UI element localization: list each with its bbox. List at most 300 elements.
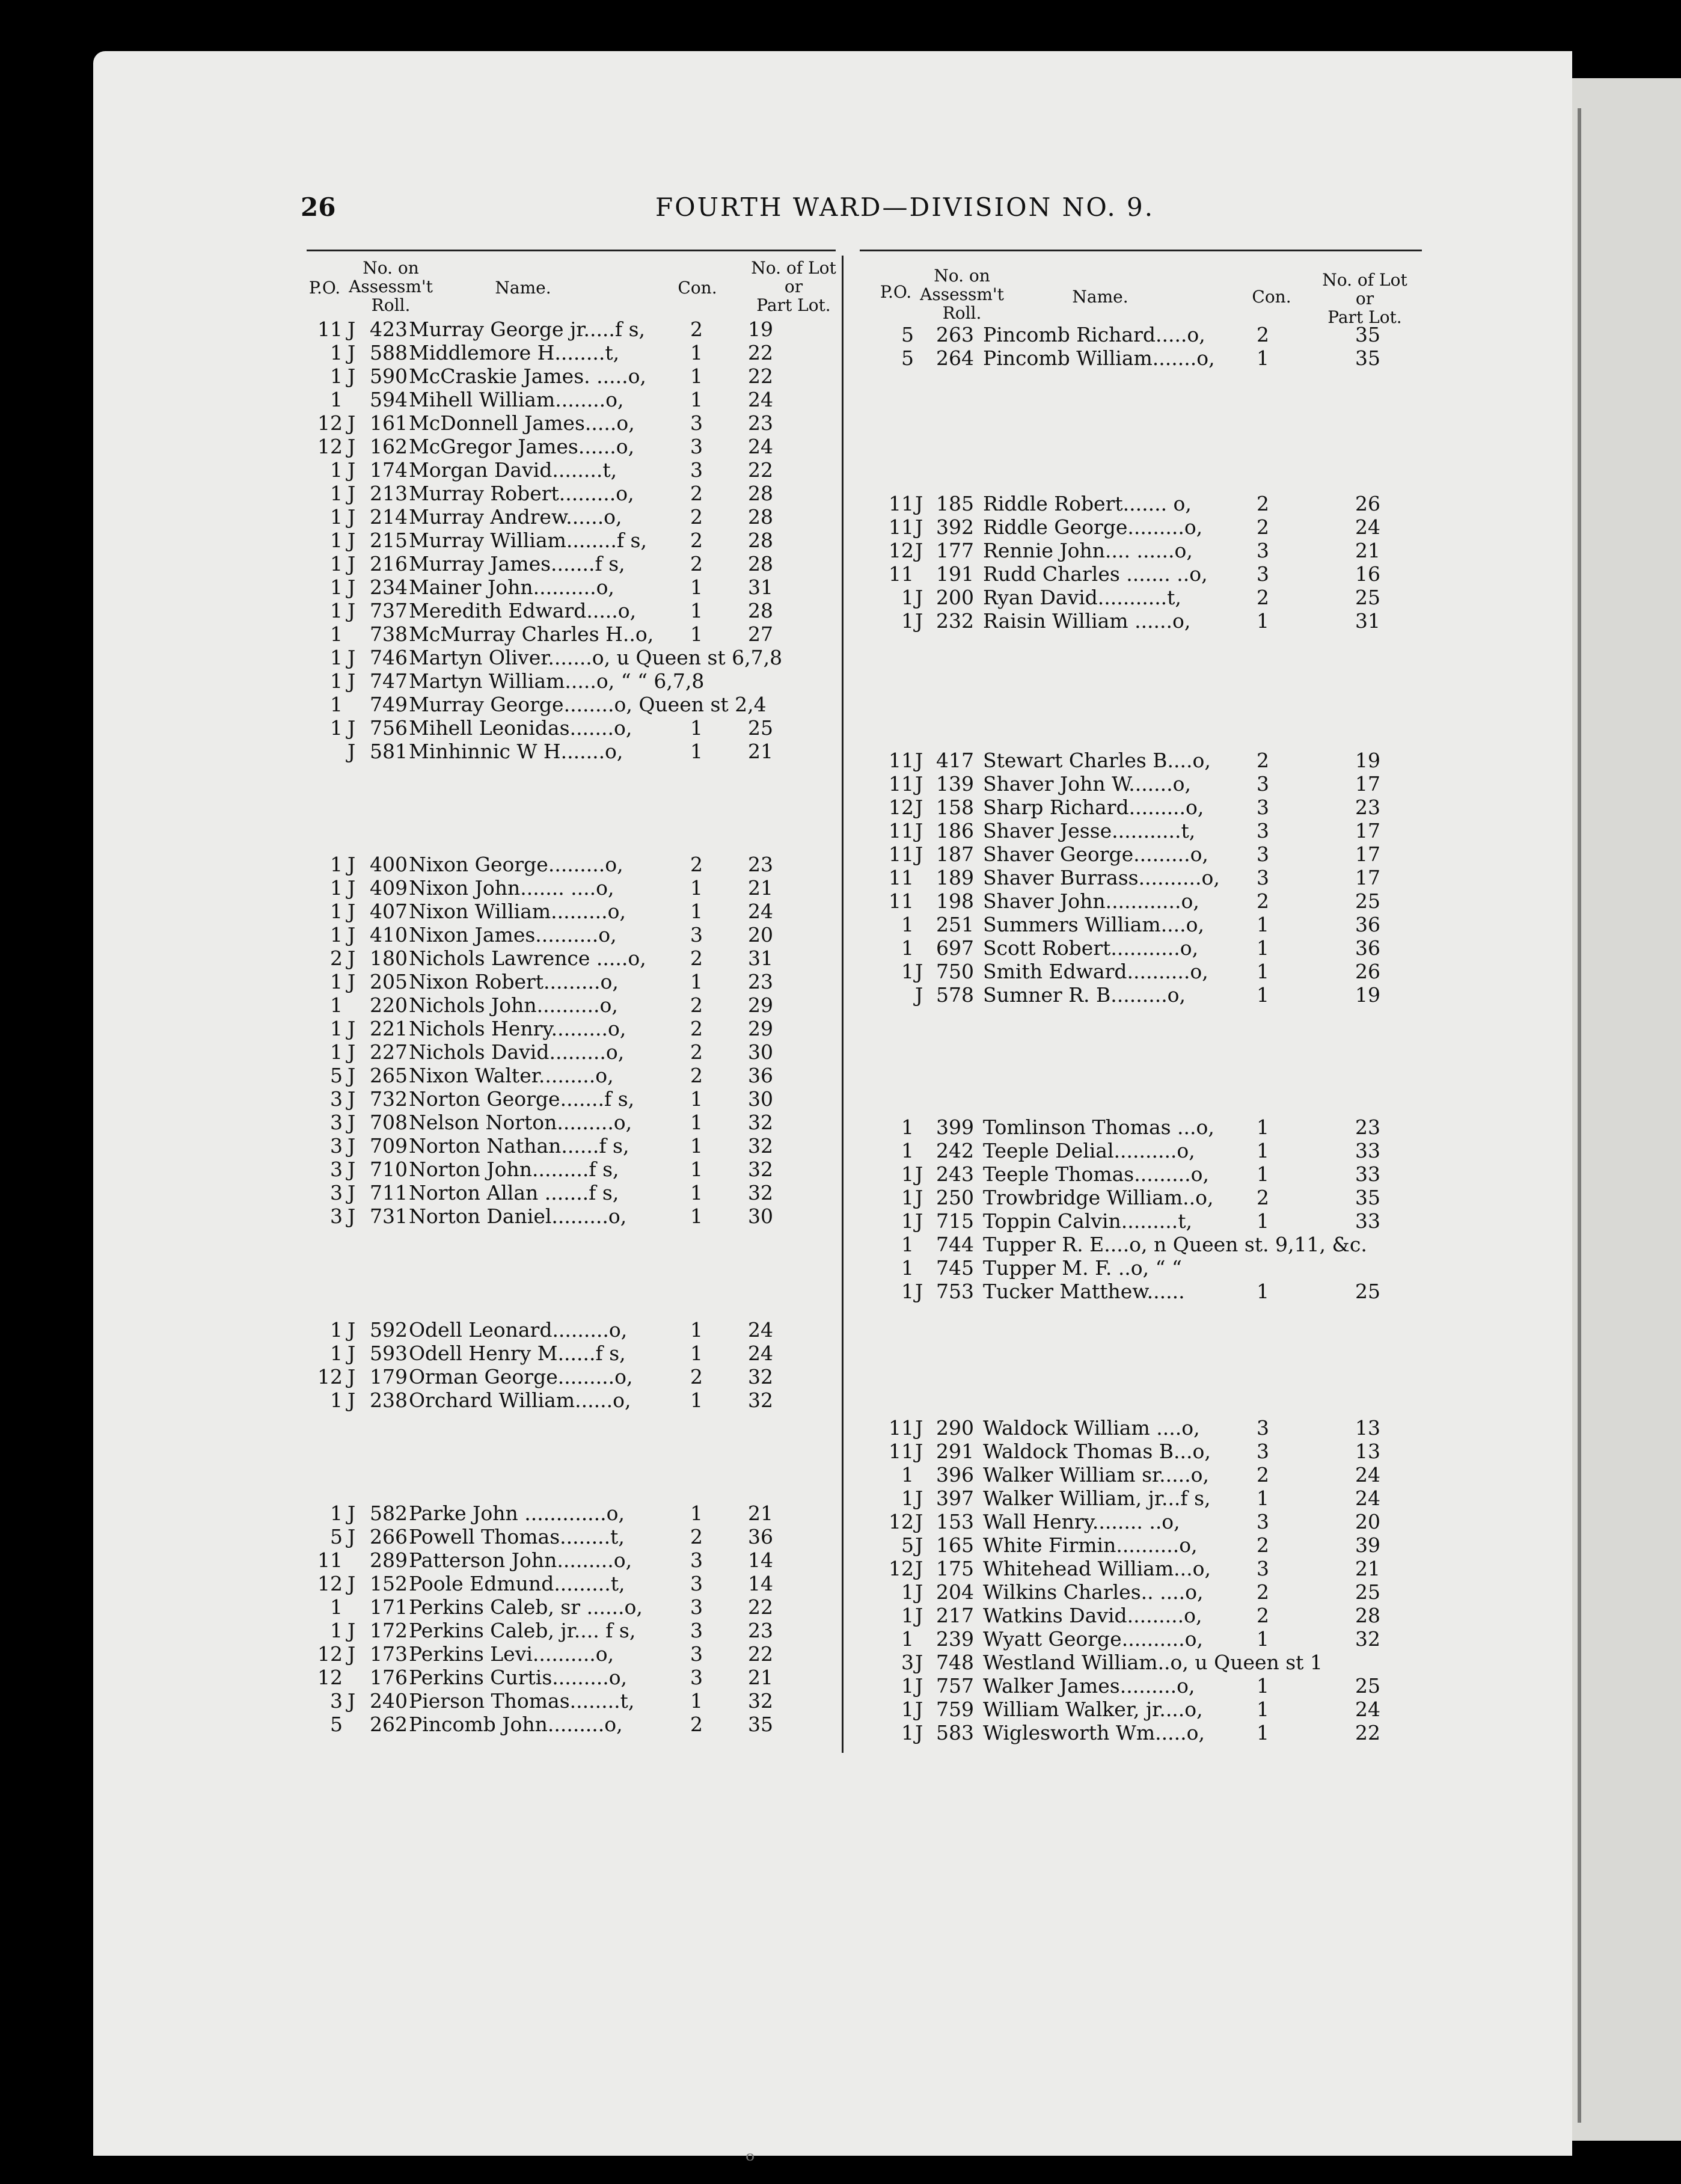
lot-number: 24: [1355, 1698, 1380, 1721]
concession: 3: [1257, 1557, 1269, 1580]
roll-number: 417: [936, 749, 974, 772]
lot-number: 28: [748, 505, 773, 529]
entry-name: Riddle Robert....... o,: [983, 492, 1192, 515]
po-number: 12: [889, 539, 914, 562]
lot-number: 35: [1355, 323, 1380, 346]
lot-number: 36: [1355, 913, 1380, 936]
lot-number: 29: [748, 1017, 773, 1040]
po-number: 1: [330, 505, 343, 529]
concession: 2: [690, 1713, 703, 1736]
concession: 3: [1257, 539, 1269, 562]
j-marker: J: [915, 539, 923, 562]
roll-number: 175: [936, 1557, 974, 1580]
po-number: 1: [330, 364, 343, 388]
entry-name: McCraskie James. .....o,: [409, 364, 646, 388]
j-marker: J: [915, 515, 923, 539]
po-number: 3: [330, 1134, 343, 1158]
concession: 1: [1257, 1627, 1269, 1651]
entry-name: Nixon George.........o,: [409, 853, 623, 876]
roll-number: 243: [936, 1162, 974, 1186]
concession: 3: [690, 1595, 703, 1619]
concession: 2: [1257, 586, 1269, 609]
j-marker: J: [915, 749, 923, 772]
page-title: FOURTH WARD—DIVISION NO. 9.: [655, 192, 1155, 222]
roll-number: 152: [370, 1572, 408, 1595]
lot-number: 36: [748, 1525, 773, 1548]
entry-name: Norton John.........f s,: [409, 1158, 619, 1181]
entry-name: Nelson Norton.........o,: [409, 1111, 632, 1134]
concession: 1: [690, 364, 703, 388]
j-marker: J: [915, 1280, 923, 1303]
ink-blot: ᵒ: [746, 2147, 755, 2174]
lot-number: 23: [748, 853, 773, 876]
roll-number: 187: [936, 842, 974, 866]
concession: 1: [1257, 1486, 1269, 1510]
j-marker: J: [348, 1318, 356, 1342]
roll-number: 578: [936, 983, 974, 1007]
j-marker: J: [915, 1486, 923, 1510]
concession: 2: [1257, 889, 1269, 913]
j-marker: J: [348, 1642, 356, 1666]
lot-number: 22: [748, 341, 773, 364]
roll-number: 737: [370, 599, 408, 622]
po-number: 1: [901, 1186, 914, 1209]
left-header-roll: No. on Assessm't Roll.: [349, 258, 433, 315]
entry-name: McMurray Charles H..o,: [409, 622, 654, 646]
entry-name: Murray George........o, Queen st 2,4: [409, 693, 767, 716]
lot-number: 31: [748, 946, 773, 970]
j-marker: J: [348, 1087, 356, 1111]
po-number: 3: [330, 1204, 343, 1228]
entry-name: Toppin Calvin.........t,: [983, 1209, 1192, 1233]
lot-number: 26: [1355, 960, 1380, 983]
concession: 2: [1257, 1186, 1269, 1209]
entry-name: Ryan David...........t,: [983, 586, 1181, 609]
entry-name: Martyn William.....o, “ “ 6,7,8: [409, 669, 705, 693]
lot-number: 28: [748, 482, 773, 505]
po-number: 5: [330, 1713, 343, 1736]
j-marker: J: [348, 599, 356, 622]
po-number: 1: [330, 1388, 343, 1412]
po-number: 1: [330, 1502, 343, 1525]
po-number: 1: [330, 900, 343, 923]
concession: 2: [690, 552, 703, 575]
roll-number: 750: [936, 960, 974, 983]
entry-name: Teeple Thomas.........o,: [983, 1162, 1210, 1186]
concession: 3: [1257, 842, 1269, 866]
roll-number: 744: [936, 1233, 974, 1256]
po-number: 1: [330, 388, 343, 411]
entry-name: Tucker Matthew......: [983, 1280, 1185, 1303]
concession: 2: [690, 1017, 703, 1040]
lot-number: 30: [748, 1040, 773, 1064]
entry-name: Perkins Caleb, sr ......o,: [409, 1595, 643, 1619]
lot-number: 36: [1355, 936, 1380, 960]
j-marker: J: [348, 1388, 356, 1412]
entry-name: Wilkins Charles.. ....o,: [983, 1580, 1204, 1604]
roll-number: 251: [936, 913, 974, 936]
j-marker: J: [915, 1651, 923, 1674]
lot-number: 32: [748, 1365, 773, 1388]
entry-name: Pincomb Richard.....o,: [983, 323, 1205, 346]
concession: 1: [1257, 1280, 1269, 1303]
entry-name: Shaver Jesse...........t,: [983, 819, 1196, 842]
roll-number: 216: [370, 552, 408, 575]
concession: 1: [690, 1388, 703, 1412]
entry-name: Watkins David.........o,: [983, 1604, 1202, 1627]
roll-number: 200: [936, 586, 974, 609]
po-number: 12: [889, 1510, 914, 1533]
po-number: 1: [330, 693, 343, 716]
concession: 2: [690, 529, 703, 552]
po-number: 3: [901, 1651, 914, 1674]
header-rule-right: [860, 250, 1422, 251]
po-number: 11: [889, 562, 914, 586]
concession: 1: [690, 1158, 703, 1181]
entry-name: Mihell Leonidas.......o,: [409, 716, 632, 740]
j-marker: J: [348, 646, 356, 669]
concession: 1: [1257, 1115, 1269, 1139]
roll-number: 262: [370, 1713, 408, 1736]
roll-number: 748: [936, 1651, 974, 1674]
roll-number: 198: [936, 889, 974, 913]
roll-number: 410: [370, 923, 408, 946]
roll-number: 290: [936, 1416, 974, 1440]
concession: 2: [690, 993, 703, 1017]
po-number: 11: [889, 866, 914, 889]
lot-number: 28: [748, 599, 773, 622]
j-marker: J: [348, 1111, 356, 1134]
concession: 3: [1257, 819, 1269, 842]
po-number: 5: [901, 346, 914, 370]
lot-number: 24: [748, 1318, 773, 1342]
j-marker: J: [348, 435, 356, 458]
concession: 1: [690, 1204, 703, 1228]
roll-number: 214: [370, 505, 408, 529]
po-number: 2: [330, 946, 343, 970]
concession: 2: [690, 317, 703, 341]
lot-number: 30: [748, 1204, 773, 1228]
po-number: 3: [330, 1087, 343, 1111]
po-number: 1: [901, 1721, 914, 1744]
po-number: 1: [330, 993, 343, 1017]
j-marker: J: [348, 1134, 356, 1158]
j-marker: J: [915, 1698, 923, 1721]
j-marker: J: [915, 842, 923, 866]
lot-number: 32: [748, 1134, 773, 1158]
entry-name: Whitehead William...o,: [983, 1557, 1211, 1580]
po-number: 5: [330, 1525, 343, 1548]
entry-name: Morgan David........t,: [409, 458, 617, 482]
roll-number: 594: [370, 388, 408, 411]
entry-name: Mihell William........o,: [409, 388, 624, 411]
entry-name: Murray Robert.........o,: [409, 482, 634, 505]
entry-name: Shaver George.........o,: [983, 842, 1208, 866]
concession: 3: [1257, 772, 1269, 796]
concession: 1: [1257, 960, 1269, 983]
concession: 2: [1257, 1604, 1269, 1627]
adjacent-page-rule: [1578, 108, 1581, 2123]
po-number: 1: [901, 1463, 914, 1486]
po-number: 1: [901, 1115, 914, 1139]
entry-name: Rennie John.... ......o,: [983, 539, 1193, 562]
roll-number: 250: [936, 1186, 974, 1209]
lot-number: 24: [748, 435, 773, 458]
concession: 1: [1257, 983, 1269, 1007]
entry-name: Nichols John..........o,: [409, 993, 618, 1017]
j-marker: J: [915, 1186, 923, 1209]
lot-number: 27: [748, 622, 773, 646]
entry-name: Wyatt George..........o,: [983, 1627, 1203, 1651]
po-number: 3: [330, 1689, 343, 1713]
concession: 1: [690, 599, 703, 622]
entry-name: Rudd Charles ....... ..o,: [983, 562, 1208, 586]
lot-number: 19: [748, 317, 773, 341]
po-number: 1: [330, 1040, 343, 1064]
po-number: 12: [317, 1572, 343, 1595]
concession: 1: [1257, 1721, 1269, 1744]
po-number: 5: [330, 1064, 343, 1087]
po-number: 1: [330, 1318, 343, 1342]
concession: 1: [690, 1087, 703, 1111]
j-marker: J: [348, 946, 356, 970]
lot-number: 24: [748, 900, 773, 923]
roll-number: 174: [370, 458, 408, 482]
po-number: 1: [330, 970, 343, 993]
roll-number: 242: [936, 1139, 974, 1162]
po-number: 1: [901, 586, 914, 609]
entry-name: Walker James.........o,: [983, 1674, 1195, 1698]
po-number: 12: [317, 1642, 343, 1666]
concession: 1: [690, 1181, 703, 1204]
po-number: 3: [330, 1111, 343, 1134]
roll-number: 592: [370, 1318, 408, 1342]
po-number: 11: [317, 1548, 343, 1572]
po-number: 11: [889, 819, 914, 842]
roll-number: 191: [936, 562, 974, 586]
j-marker: J: [348, 505, 356, 529]
po-number: 1: [901, 609, 914, 633]
concession: 1: [690, 740, 703, 763]
entry-name: Perkins Curtis.........o,: [409, 1666, 628, 1689]
roll-number: 759: [936, 1698, 974, 1721]
po-number: 1: [330, 1017, 343, 1040]
lot-number: 16: [1355, 562, 1380, 586]
roll-number: 291: [936, 1440, 974, 1463]
right-header-con: Con.: [1252, 287, 1291, 307]
concession: 2: [690, 853, 703, 876]
j-marker: J: [915, 1580, 923, 1604]
j-marker: J: [348, 1502, 356, 1525]
j-marker: J: [915, 772, 923, 796]
roll-number: 213: [370, 482, 408, 505]
entry-name: Tupper M. F. ..o, “ “: [983, 1256, 1182, 1280]
po-number: 1: [330, 853, 343, 876]
j-marker: J: [348, 1365, 356, 1388]
concession: 1: [1257, 346, 1269, 370]
roll-number: 753: [936, 1280, 974, 1303]
j-marker: J: [915, 1604, 923, 1627]
po-number: 1: [330, 552, 343, 575]
entry-name: Murray Andrew......o,: [409, 505, 622, 529]
right-header-po: P.O.: [880, 282, 912, 302]
roll-number: 407: [370, 900, 408, 923]
j-marker: J: [348, 1181, 356, 1204]
j-marker: J: [915, 492, 923, 515]
po-number: 11: [317, 317, 343, 341]
roll-number: 186: [936, 819, 974, 842]
roll-number: 165: [936, 1533, 974, 1557]
lot-number: 33: [1355, 1162, 1380, 1186]
j-marker: J: [348, 1619, 356, 1642]
left-header-name: Name.: [495, 278, 551, 298]
j-marker: J: [915, 1533, 923, 1557]
lot-number: 29: [748, 993, 773, 1017]
po-number: 1: [330, 923, 343, 946]
entry-name: Mainer John..........o,: [409, 575, 614, 599]
lot-number: 21: [748, 1666, 773, 1689]
roll-number: 746: [370, 646, 408, 669]
po-number: 1: [901, 913, 914, 936]
concession: 1: [690, 622, 703, 646]
lot-number: 35: [748, 1713, 773, 1736]
lot-number: 22: [748, 1595, 773, 1619]
lot-number: 24: [748, 1342, 773, 1365]
roll-number: 161: [370, 411, 408, 435]
lot-number: 26: [1355, 492, 1380, 515]
lot-number: 25: [1355, 889, 1380, 913]
lot-number: 19: [1355, 983, 1380, 1007]
entry-name: Westland William..o, u Queen st 1: [983, 1651, 1323, 1674]
entry-name: Patterson John.........o,: [409, 1548, 632, 1572]
lot-number: 24: [748, 388, 773, 411]
j-marker: J: [348, 1017, 356, 1040]
roll-number: 582: [370, 1502, 408, 1525]
concession: 3: [1257, 1510, 1269, 1533]
concession: 1: [690, 1342, 703, 1365]
concession: 2: [690, 1064, 703, 1087]
concession: 2: [690, 946, 703, 970]
entry-name: McDonnell James.....o,: [409, 411, 635, 435]
lot-number: 32: [748, 1181, 773, 1204]
roll-number: 749: [370, 693, 408, 716]
po-number: 1: [901, 1139, 914, 1162]
concession: 1: [690, 1111, 703, 1134]
entry-name: Nichols Lawrence .....o,: [409, 946, 646, 970]
concession: 1: [690, 1134, 703, 1158]
entry-name: Meredith Edward.....o,: [409, 599, 637, 622]
header-rule-left: [307, 250, 836, 251]
entry-name: Wiglesworth Wm.....o,: [983, 1721, 1205, 1744]
entry-name: Pierson Thomas........t,: [409, 1689, 635, 1713]
roll-number: 731: [370, 1204, 408, 1228]
concession: 1: [1257, 1139, 1269, 1162]
roll-number: 397: [936, 1486, 974, 1510]
j-marker: J: [348, 364, 356, 388]
j-marker: J: [348, 411, 356, 435]
concession: 1: [1257, 1674, 1269, 1698]
concession: 3: [1257, 796, 1269, 819]
concession: 1: [690, 876, 703, 900]
j-marker: J: [348, 482, 356, 505]
roll-number: 240: [370, 1689, 408, 1713]
concession: 3: [1257, 1416, 1269, 1440]
concession: 3: [1257, 1440, 1269, 1463]
roll-number: 177: [936, 539, 974, 562]
adjacent-page: [1569, 78, 1681, 2141]
lot-number: 14: [748, 1572, 773, 1595]
concession: 1: [1257, 609, 1269, 633]
entry-name: White Firmin..........o,: [983, 1533, 1198, 1557]
concession: 2: [1257, 1463, 1269, 1486]
po-number: 1: [330, 716, 343, 740]
roll-number: 392: [936, 515, 974, 539]
j-marker: J: [348, 529, 356, 552]
roll-number: 581: [370, 740, 408, 763]
entry-name: Summers William....o,: [983, 913, 1205, 936]
concession: 1: [690, 1689, 703, 1713]
entry-name: Shaver John W.......o,: [983, 772, 1192, 796]
roll-number: 583: [936, 1721, 974, 1744]
roll-number: 185: [936, 492, 974, 515]
roll-number: 220: [370, 993, 408, 1017]
concession: 3: [690, 458, 703, 482]
concession: 2: [690, 505, 703, 529]
lot-number: 31: [748, 575, 773, 599]
lot-number: 25: [1355, 1674, 1380, 1698]
lot-number: 22: [748, 364, 773, 388]
roll-number: 180: [370, 946, 408, 970]
entry-name: McGregor James......o,: [409, 435, 635, 458]
j-marker: J: [348, 923, 356, 946]
j-marker: J: [348, 1525, 356, 1548]
lot-number: 25: [1355, 1280, 1380, 1303]
roll-number: 747: [370, 669, 408, 693]
concession: 3: [690, 923, 703, 946]
po-number: 3: [330, 1158, 343, 1181]
po-number: 1: [330, 876, 343, 900]
roll-number: 590: [370, 364, 408, 388]
concession: 1: [690, 575, 703, 599]
lot-number: 21: [1355, 1557, 1380, 1580]
concession: 1: [690, 1502, 703, 1525]
lot-number: 28: [1355, 1604, 1380, 1627]
lot-number: 28: [748, 552, 773, 575]
roll-number: 709: [370, 1134, 408, 1158]
concession: 3: [1257, 866, 1269, 889]
po-number: 11: [889, 889, 914, 913]
lot-number: 19: [1355, 749, 1380, 772]
lot-number: 23: [748, 970, 773, 993]
concession: 1: [690, 1318, 703, 1342]
roll-number: 708: [370, 1111, 408, 1134]
lot-number: 23: [1355, 796, 1380, 819]
po-number: 1: [330, 1619, 343, 1642]
po-number: 12: [317, 1666, 343, 1689]
entry-name: Riddle George.........o,: [983, 515, 1203, 539]
entry-name: Nixon Walter.........o,: [409, 1064, 614, 1087]
roll-number: 153: [936, 1510, 974, 1533]
entry-name: Scott Robert...........o,: [983, 936, 1199, 960]
entry-name: Murray George jr.....f s,: [409, 317, 646, 341]
j-marker: J: [915, 960, 923, 983]
roll-number: 162: [370, 435, 408, 458]
lot-number: 31: [1355, 609, 1380, 633]
po-number: 1: [901, 1280, 914, 1303]
j-marker: J: [348, 740, 356, 763]
entry-name: Nixon John....... ....o,: [409, 876, 614, 900]
roll-number: 204: [936, 1580, 974, 1604]
